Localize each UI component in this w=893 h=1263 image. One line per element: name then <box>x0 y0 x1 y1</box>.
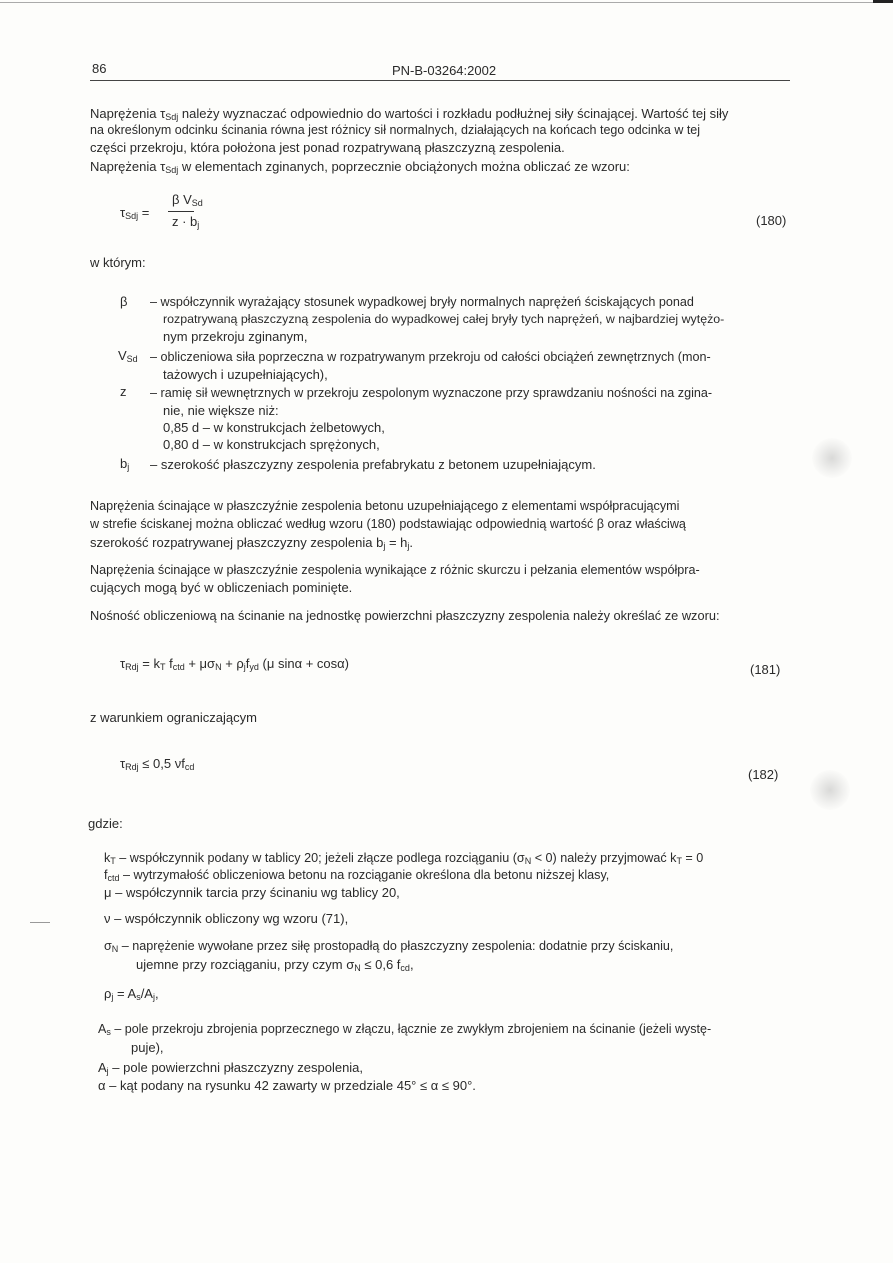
para3-line2: w strefie ściskanej można obliczać według wzoru (180) podstawiając odpowiednią wartość β oraz właściwą <box>90 517 686 531</box>
def-alpha: α – kąt podany na rysunku 42 zawarty w przedziale 45° ≤ α ≤ 90°. <box>98 1078 476 1093</box>
def-z-line2: nie, nie większe niż: <box>163 403 279 418</box>
para4-line2: cujących mogą być w obliczeniach pominięte. <box>90 580 353 595</box>
def-z-symbol: z <box>120 384 127 399</box>
gdzie: gdzie: <box>88 816 123 831</box>
punch-hole-mark <box>812 438 852 478</box>
para1-line3: części przekroju, która położona jest ponad rozpatrywaną płaszczyzną zespolenia. <box>90 140 565 155</box>
def-as-line2: puje), <box>131 1040 164 1055</box>
eq180-fraction-bar <box>168 211 194 212</box>
def-fctd: fctd – wytrzymałość obliczeniowa betonu na rozciąganie określona dla betonu niższej klasy, <box>104 868 610 883</box>
eq181-formula: τRdj = kT fctd + μσN + ρjfyd (μ sinα + cosα) <box>120 656 350 672</box>
def-beta-line2: rozpatrywaną płaszczyzną zespolenia do wypadkowej całej bryły tych naprężeń, w najbardziej wytężo- <box>163 312 725 326</box>
eq180-number: (180) <box>756 213 787 228</box>
scan-edge-line <box>0 2 893 3</box>
def-z-line3: 0,85 d – w konstrukcjach żelbetowych, <box>163 420 385 435</box>
page-number: 86 <box>92 61 107 76</box>
def-as-line1: As – pole przekroju zbrojenia poprzecznego w złączu, łącznie ze zwykłym zbrojeniem na ścinanie (jeżeli wystę- <box>98 1022 712 1037</box>
para1-line1: Naprężenia τSdj należy wyznaczać odpowiednio do wartości i rozkładu podłużnej siły ścinającej. Wartość tej siły <box>90 106 729 122</box>
def-sigma-line2: ujemne przy rozciąganiu, przy czym σN ≤ 0,6 fcd, <box>136 957 414 973</box>
para2: Naprężenia τSdj w elementach zginanych, poprzecznie obciążonych można obliczać ze wzoru: <box>90 159 630 175</box>
def-sigma-line1: σN – naprężenie wywołane przez siłę prostopadłą do płaszczyzny zespolenia: dodatnie przy ściskaniu, <box>104 939 674 954</box>
def-beta-symbol: β <box>120 294 128 309</box>
def-bj-line1: – szerokość płaszczyzny zespolenia prefabrykatu z betonem uzupełniającym. <box>150 457 596 472</box>
def-vsd-symbol: VSd <box>118 348 138 364</box>
eq181-number: (181) <box>750 662 781 677</box>
def-vsd-line2: tażowych i uzupełniających), <box>163 367 328 382</box>
para1-line2: na określonym odcinku ścinania równa jest różnicy sił normalnych, działających na końcach tego odcinka w tej <box>90 123 701 137</box>
def-beta-line1: – współczynnik wyrażający stosunek wypadkowej bryły normalnych naprężeń ściskających ponad <box>150 295 694 309</box>
scan-edge-dash <box>30 922 50 923</box>
eq180-denominator: z · bj <box>172 214 200 230</box>
eq182-number: (182) <box>748 767 779 782</box>
eq180-numerator: β VSd <box>172 192 203 208</box>
def-rho: ρj = As/Aj, <box>104 986 159 1002</box>
w-ktorym: w którym: <box>90 255 146 270</box>
scan-edge-mark <box>873 0 893 3</box>
def-z-line1: – ramię sił wewnętrznych w przekroju zespolonym wyznaczone przy sprawdzaniu nośności na zgina- <box>150 386 713 400</box>
def-beta-line3: nym przekroju zginanym, <box>163 329 308 344</box>
para5: Nośność obliczeniową na ścinanie na jednostkę powierzchni płaszczyzny zespolenia należy określać ze wzoru: <box>90 608 720 623</box>
def-vsd-line1: – obliczeniowa siła poprzeczna w rozpatrywanym przekroju od całości obciążeń zewnętrznych (mon- <box>150 350 711 364</box>
def-kt: kT – współczynnik podany w tablicy 20; jeżeli złącze podlega rozciąganiu (σN < 0) należy przyjmować kT = 0 <box>104 851 704 866</box>
def-aj: Aj – pole powierzchni płaszczyzny zespolenia, <box>98 1060 364 1076</box>
def-bj-symbol: bj <box>120 456 130 472</box>
def-nu: ν – współczynnik obliczony wg wzoru (71), <box>104 911 349 926</box>
warunek: z warunkiem ograniczającym <box>90 710 257 725</box>
punch-hole-mark <box>810 770 850 810</box>
standard-code: PN-B-03264:2002 <box>392 63 497 78</box>
def-mu: μ – współczynnik tarcia przy ścinaniu wg tablicy 20, <box>104 885 400 900</box>
para3-line1: Naprężenia ścinające w płaszczyźnie zespolenia betonu uzupełniającego z elementami współpracującymi <box>90 499 680 513</box>
para4-line1: Naprężenia ścinające w płaszczyźnie zespolenia wynikające z różnic skurczu i pełzania elementów współpra- <box>90 563 700 577</box>
def-z-line4: 0,80 d – w konstrukcjach sprężonych, <box>163 437 380 452</box>
eq180-lhs: τSdj = <box>120 205 150 221</box>
eq182-formula: τRdj ≤ 0,5 νfcd <box>120 756 195 772</box>
para3-line3: szerokość rozpatrywanej płaszczyzny zespolenia bj = hj. <box>90 535 414 551</box>
header-rule <box>90 80 790 81</box>
